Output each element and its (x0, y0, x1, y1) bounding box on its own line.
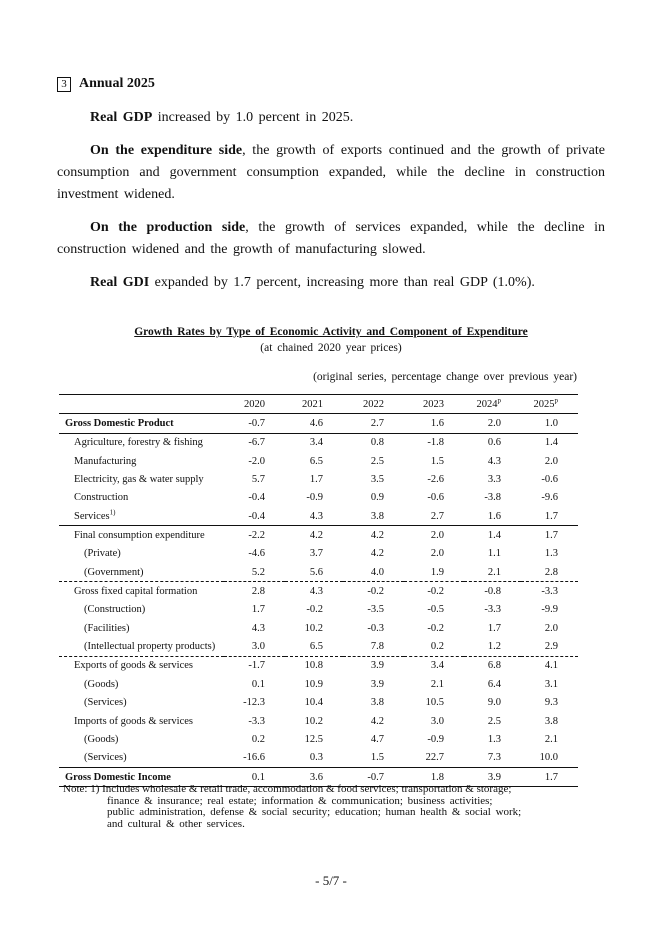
value-cell: -0.7 (224, 414, 285, 433)
footnote-line: Note: 1) Includes wholesale & retail trade, accommodation & food services; transportation & storage; (63, 783, 512, 795)
value-cell: -0.2 (427, 622, 444, 634)
page-number: - 5/7 - (315, 873, 347, 888)
value-cell: 3.8 (544, 715, 558, 727)
value-cell: 4.3 (285, 582, 343, 601)
table-row (59, 414, 578, 433)
value-cell: -4.6 (248, 548, 265, 560)
row-label: Gross Domestic Income (59, 767, 224, 786)
table-row (59, 694, 578, 712)
footnote-line: public administration, defense & social security; education; human health & social work; (107, 806, 522, 818)
value-cell: 1.7 (487, 622, 501, 634)
value-cell: 3.5 (370, 474, 384, 486)
row-label: Agriculture, forestry & fishing (74, 437, 203, 449)
value-cell: 10.9 (304, 678, 323, 690)
paragraph-lead: Real GDP (90, 110, 153, 125)
value-cell: 6.4 (487, 678, 501, 690)
value-cell: 6.5 (309, 455, 323, 467)
header-year-2020: 2020 (224, 395, 285, 414)
value-cell: 2.8 (224, 582, 285, 601)
value-cell: 2.0 (404, 526, 464, 545)
table-row (59, 470, 578, 488)
value-cell: -3.3 (484, 604, 501, 616)
value-cell: 2.1 (430, 678, 444, 690)
value-cell: 4.2 (343, 526, 404, 545)
row-label: Manufacturing (74, 455, 137, 467)
section-number-box: 3 (57, 77, 71, 92)
section-heading (57, 76, 155, 92)
value-cell: -0.6 (541, 474, 558, 486)
value-cell: 4.2 (370, 548, 384, 560)
value-cell: 5.2 (251, 566, 265, 578)
value-cell: -0.2 (404, 582, 464, 601)
row-label: Gross Domestic Product (59, 414, 224, 433)
value-cell: 1.4 (544, 437, 558, 449)
value-cell: 3.9 (343, 656, 404, 675)
value-cell: 4.3 (309, 510, 323, 522)
value-cell: 10.8 (285, 656, 343, 675)
value-cell: 0.2 (251, 733, 265, 745)
header-label-cell (59, 395, 224, 414)
value-cell: -0.8 (464, 582, 521, 601)
value-cell: 3.7 (309, 548, 323, 560)
value-cell: 9.3 (544, 697, 558, 709)
value-cell: 6.8 (464, 656, 521, 675)
value-cell: 1.8 (404, 767, 464, 786)
value-cell: -6.7 (248, 437, 265, 449)
value-cell: 3.4 (404, 656, 464, 675)
row-label: (Private) (84, 548, 121, 560)
value-cell: 4.3 (251, 622, 265, 634)
value-cell: 0.3 (309, 752, 323, 764)
value-cell: -2.2 (224, 526, 285, 545)
value-cell: 10.4 (304, 697, 323, 709)
row-label: (Goods) (84, 733, 119, 745)
paragraph-body: expanded by 1.7 percent, increasing more than real GDP (1.0%). (149, 275, 535, 290)
value-cell: -9.9 (541, 604, 558, 616)
paragraph-lead: Real GDI (90, 275, 150, 290)
value-cell: 2.7 (343, 414, 404, 433)
table-row (59, 582, 578, 601)
value-cell: 4.6 (285, 414, 343, 433)
paragraph-body: increased by 1.0 percent in 2025. (152, 110, 354, 125)
paragraph-production (57, 217, 605, 261)
paragraph-expenditure (57, 140, 605, 206)
value-cell: 4.7 (370, 733, 384, 745)
table-row (59, 545, 578, 563)
value-cell: 3.3 (487, 474, 501, 486)
paragraph-body: , the growth of services expanded, while the decline in construction widened and the growth of manufacturing slowed. (57, 220, 606, 257)
table-title-text: Growth Rates by Type of Economic Activity and Component of Expenditure (134, 326, 528, 338)
value-cell: 0.1 (224, 767, 285, 786)
row-label: Exports of goods & services (59, 656, 224, 675)
table-header-row (59, 395, 578, 414)
value-cell: 4.0 (370, 566, 384, 578)
value-cell: -0.9 (306, 492, 323, 504)
table-row (59, 601, 578, 619)
row-label: (Intellectual property products) (84, 641, 216, 653)
value-cell: 6.5 (309, 641, 323, 653)
value-cell: 10.2 (304, 715, 323, 727)
row-label: (Construction) (84, 604, 146, 616)
value-cell: 0.9 (370, 492, 384, 504)
value-cell: 3.0 (430, 715, 444, 727)
row-label: (Facilities) (84, 622, 130, 634)
value-cell: 1.0 (521, 414, 578, 433)
header-year-2025: 2025$^p$ (521, 395, 578, 414)
value-cell: 7.8 (370, 641, 384, 653)
value-cell: 3.0 (251, 641, 265, 653)
row-label: (Services) (84, 752, 127, 764)
table-row (59, 619, 578, 637)
value-cell: 12.5 (304, 733, 323, 745)
value-cell: -0.2 (306, 604, 323, 616)
row-label: (Government) (84, 566, 144, 578)
value-cell: 1.6 (487, 510, 501, 522)
row-label: Services$^{1)}$ (74, 508, 116, 522)
value-cell: 1.3 (487, 733, 501, 745)
table-subtitle: (at chained 2020 year prices) (260, 342, 402, 354)
table-row (59, 637, 578, 656)
value-cell: 1.7 (521, 767, 578, 786)
value-cell: 1.5 (370, 752, 384, 764)
value-cell: 9.0 (487, 697, 501, 709)
value-cell: 2.7 (430, 510, 444, 522)
row-label: Imports of goods & services (74, 715, 193, 727)
value-cell: -3.3 (521, 582, 578, 601)
value-cell: 22.7 (425, 752, 444, 764)
value-cell: 0.2 (430, 641, 444, 653)
value-cell: 1.7 (309, 474, 323, 486)
paragraph-lead: On the production side (90, 220, 246, 235)
table-unit-note: (original series, percentage change over previous year) (313, 371, 577, 383)
value-cell: 3.8 (370, 510, 384, 522)
value-cell: 7.3 (487, 752, 501, 764)
value-cell: -2.0 (248, 455, 265, 467)
value-cell: 2.8 (544, 566, 558, 578)
value-cell: 1.7 (251, 604, 265, 616)
value-cell: -2.6 (427, 474, 444, 486)
value-cell: 3.6 (285, 767, 343, 786)
value-cell: 1.9 (430, 566, 444, 578)
value-cell: 3.8 (370, 697, 384, 709)
value-cell: -16.6 (243, 752, 265, 764)
value-cell: -0.4 (248, 492, 265, 504)
value-cell: 10.2 (304, 622, 323, 634)
table-row (59, 433, 578, 452)
value-cell: -0.3 (367, 622, 384, 634)
paragraph-real-gdi (57, 272, 605, 294)
value-cell: -3.8 (484, 492, 501, 504)
row-label: Construction (74, 492, 129, 504)
value-cell: -0.5 (427, 604, 444, 616)
value-cell: 2.0 (430, 548, 444, 560)
table-row (59, 712, 578, 730)
value-cell: 0.1 (251, 678, 265, 690)
growth-rates-table (59, 394, 578, 787)
value-cell: -9.6 (541, 492, 558, 504)
value-cell: 4.2 (370, 715, 384, 727)
value-cell: 3.9 (370, 678, 384, 690)
header-year-2022: 2022 (343, 395, 404, 414)
value-cell: -1.8 (427, 437, 444, 449)
table-row (59, 749, 578, 768)
value-cell: 2.5 (487, 715, 501, 727)
value-cell: 1.6 (404, 414, 464, 433)
value-cell: -0.9 (427, 733, 444, 745)
paragraph-lead: On the expenditure side (90, 143, 243, 158)
table-row (59, 489, 578, 507)
value-cell: 1.7 (521, 526, 578, 545)
value-cell: -1.7 (224, 656, 285, 675)
table-footnote (63, 784, 583, 830)
value-cell: 10.0 (539, 752, 558, 764)
value-cell: 2.1 (544, 733, 558, 745)
paragraph-real-gdp (57, 107, 605, 129)
section-title: Annual 2025 (79, 76, 155, 91)
value-cell: -3.5 (367, 604, 384, 616)
value-cell: -0.7 (343, 767, 404, 786)
value-cell: 4.2 (285, 526, 343, 545)
value-cell: 2.9 (544, 641, 558, 653)
value-cell: 1.2 (487, 641, 501, 653)
value-cell: 1.3 (544, 548, 558, 560)
value-cell: 5.7 (251, 474, 265, 486)
table-row (59, 526, 578, 545)
value-cell: 0.6 (487, 437, 501, 449)
footnote-line: and cultural & other services. (107, 817, 245, 830)
value-cell: 2.0 (544, 622, 558, 634)
value-cell: 2.5 (370, 455, 384, 467)
value-cell: 10.5 (425, 697, 444, 709)
value-cell: 1.5 (430, 455, 444, 467)
value-cell: -3.3 (248, 715, 265, 727)
value-cell: -0.2 (343, 582, 404, 601)
value-cell: -0.6 (427, 492, 444, 504)
row-label: Final consumption expenditure (59, 526, 224, 545)
table-row (59, 656, 578, 675)
header-year-2023: 2023 (404, 395, 464, 414)
value-cell: 1.4 (464, 526, 521, 545)
value-cell: 1.1 (487, 548, 501, 560)
header-year-2024: 2024$^p$ (464, 395, 521, 414)
value-cell: 4.1 (521, 656, 578, 675)
value-cell: 3.1 (544, 678, 558, 690)
table-row (59, 675, 578, 693)
table-row (59, 563, 578, 582)
footnote-line: finance & insurance; real estate; information & communication; business activities; (107, 794, 493, 807)
header-year-2021: 2021 (285, 395, 343, 414)
value-cell: 2.0 (464, 414, 521, 433)
table-title (0, 326, 662, 338)
value-cell: 4.3 (487, 455, 501, 467)
value-cell: 5.6 (309, 566, 323, 578)
table-row (59, 452, 578, 470)
row-label: (Goods) (84, 678, 119, 690)
value-cell: 2.1 (487, 566, 501, 578)
row-label: (Services) (84, 697, 127, 709)
table-row (59, 730, 578, 748)
value-cell: -0.4 (248, 510, 265, 522)
value-cell: 1.7 (544, 510, 558, 522)
paragraph-body: , the growth of exports continued and the growth of private consumption and government consumption expanded, while the decline in construction investment widened. (57, 143, 605, 202)
value-cell: 3.4 (309, 437, 323, 449)
value-cell: 0.8 (370, 437, 384, 449)
row-label: Electricity, gas & water supply (74, 474, 204, 486)
table-row (59, 507, 578, 526)
value-cell: -12.3 (243, 697, 265, 709)
value-cell: 3.9 (464, 767, 521, 786)
row-label: Gross fixed capital formation (59, 582, 224, 601)
value-cell: 2.0 (544, 455, 558, 467)
